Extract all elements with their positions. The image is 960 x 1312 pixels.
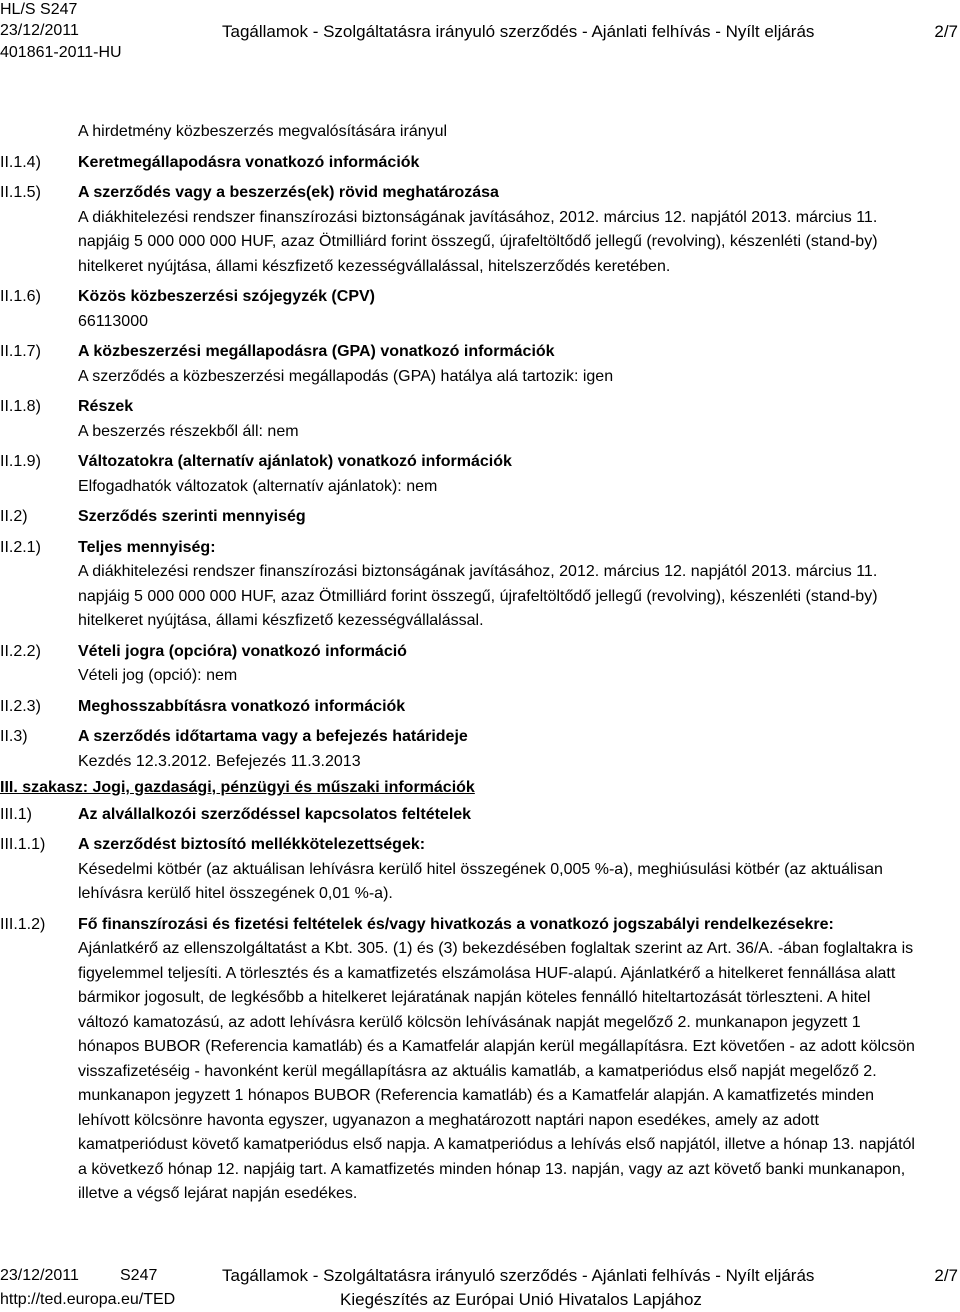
doc-ref: HL/S S247 [0, 1, 78, 18]
section-II-1-4 [0, 151, 960, 176]
section-title: Részek [78, 398, 134, 415]
section-label: II.1.5) [0, 184, 41, 201]
section-title: Meghosszabbításra vonatkozó információk [78, 697, 406, 715]
footer-issue: S247 [120, 1267, 158, 1284]
section-title: Változatokra (alternatív ajánlatok) vonatkozó információk [78, 453, 512, 470]
notice-id: 401861-2011-HU [0, 44, 122, 61]
section-label: II.2.3) [0, 697, 41, 715]
footer-url[interactable]: http://ted.europa.eu/TED [0, 1291, 176, 1308]
section-II-3 [0, 725, 960, 774]
part-heading: III. szakasz: Jogi, gazdasági, pénzügyi és műszaki információk [0, 779, 475, 796]
section-text: Elfogadhatók változatok (alternatív ajánlatok): nem [78, 477, 438, 495]
section-title: Keretmegállapodásra vonatkozó információk [78, 153, 420, 171]
footer-date: 23/12/2011 [0, 1267, 79, 1284]
section-II-1-5 [0, 181, 960, 279]
section-text: A beszerzés részekből áll: nem [78, 422, 299, 440]
section-label: II.3) [0, 728, 28, 745]
section-II-1-9 [0, 450, 960, 499]
header-page-number: 2/7 [934, 22, 958, 41]
section-title: A közbeszerzési megállapodásra (GPA) vonatkozó információk [78, 343, 555, 360]
section-text: Késedelmi kötbér (az aktuálisan lehívásra kerülő hitel összegének 0,005 %-a), meghiúsulási kötbér (az aktuálisan lehívásra kerülő hitel összegének 0,01 %-a). [78, 860, 883, 902]
section-label: III.1.1) [0, 836, 46, 853]
section-title: A szerződés vagy a beszerzés(ek) rövid meghatározása [78, 184, 499, 201]
section-II-1-7 [0, 340, 960, 389]
section-II-2 [0, 505, 960, 530]
section-intro [0, 120, 960, 145]
section-text: A diákhitelezési rendszer finanszírozási biztonságának javításához, 2012. március 12. napjától 2013. március 11. napjáig 5 000 000 000 HUF, azaz Ötmilliárd forint összegű, újrafeltöltődő jellegű (revolving), készenléti (stand-by) hitelkeret nyújtása, állami készfizető kezességvállalással, hitelszerződés keretében. [78, 208, 878, 275]
section-label: II.1.8) [0, 398, 41, 415]
section-title: Az alvállalkozói szerződéssel kapcsolatos feltételek [78, 805, 472, 823]
section-title: Fő finanszírozási és fizetési feltételek és/vagy hivatkozás a vonatkozó jogszabályi rendelkezésekre: [78, 915, 834, 933]
section-title: Teljes mennyiség: [78, 538, 216, 556]
section-label: II.1.4) [0, 153, 41, 171]
section-label: III.1) [0, 805, 33, 823]
section-text: A szerződés a közbeszerzési megállapodás (GPA) hatálya alá tartozik: igen [78, 367, 614, 385]
notice-body [0, 120, 960, 1207]
section-label: II.2.1) [0, 538, 41, 556]
section-label: II.2.2) [0, 642, 41, 660]
footer-publisher: Kiegészítés az Európai Unió Hivatalos Lapjához [340, 1290, 702, 1309]
cpv-code: 66113000 [78, 312, 148, 330]
section-title: Vételi jogra (opcióra) vonatkozó információ [78, 642, 407, 660]
section-label: II.1.6) [0, 288, 41, 305]
section-title: A szerződés időtartama vagy a befejezés határideje [78, 728, 468, 745]
section-text: Vételi jog (opció): nem [78, 667, 238, 684]
section-label: III.1.2) [0, 915, 46, 933]
header-title: Tagállamok - Szolgáltatásra irányuló szerződés - Ajánlati felhívás - Nyílt eljárás [222, 22, 815, 41]
section-III-1-2 [0, 913, 960, 1207]
section-title: Szerződés szerinti mennyiség [78, 508, 306, 525]
section-text: Kezdés 12.3.2012. Befejezés 11.3.2013 [78, 752, 361, 770]
section-label: II.2) [0, 508, 28, 525]
footer-page-number: 2/7 [934, 1266, 958, 1285]
header-date: 23/12/2011 [0, 22, 79, 39]
section-III-heading [0, 776, 960, 801]
section-text: Ajánlatkérő az ellenszolgáltatást a Kbt. 305. (1) és (3) bekezdésében foglaltak szerint az Art. 36/A. -ában foglaltakra is figyelemmel teljesíti. A törlesztés és a kamatfizetés elszámolása HUF-alapú. Ajánlatkérő a hitelkeret fennállása alatt bármikor jogosult, de legkésőbb a hitelkeret lejáratának napján köteles fennálló hiteltartozását törleszteni. A hitel változó kamatozású, az adott lehívásra kerülő kölcsön lehívásának napját megelőző 2. munkanapon jegyzett 1 hónapos BUBOR (Referencia kamatláb) és a Kamatfelár alapján kerül megállapításra. Ezt követően - az adott kölcsön visszafizetéséig - havonként kerül megállapításra az aktuális kamatláb, a kamatperiódus első napját megelőző 2. munkanapon jegyzett 1 hónapos BUBOR (Referencia kamatláb) és a Kamatfelár alapján. A kamatfizetés minden lehívott kölcsönre havonta egyszer, ugyanazon a meghatározott naptári napon esedékes, amely az adott kamatperiódust követő kamatperiódus első napja. A kamatperiódus a lehívás első napjától, illetve a hónap 13. napjától a következő hónap 12. napjáig tart. A kamatfizetés minden hónap 13. napján, vagy az azt követő banki munkanapon, illetve a végső lejárat napján esedékes. [78, 940, 915, 1202]
section-title: A szerződést biztosító mellékkötelezettségek: [78, 836, 426, 853]
section-II-2-1 [0, 536, 960, 634]
section-title: Közös közbeszerzési szójegyzék (CPV) [78, 288, 375, 305]
section-II-1-8 [0, 395, 960, 444]
section-II-2-2 [0, 640, 960, 689]
section-text: A hirdetmény közbeszerzés megvalósítására irányul [78, 123, 448, 140]
section-label: II.1.7) [0, 343, 41, 360]
section-III-1 [0, 803, 960, 828]
section-III-1-1 [0, 833, 960, 907]
section-II-1-6 [0, 285, 960, 334]
section-text: A diákhitelezési rendszer finanszírozási biztonságának javításához, 2012. március 12. napjától 2013. március 11. napjáig 5 000 000 000 HUF, azaz Ötmilliárd forint összegű, újrafeltöltődő jellegű (revolving), készenléti (stand-by) hitelkeret nyújtása, állami készfizető kezességvállalással. [78, 563, 878, 629]
section-label: II.1.9) [0, 453, 41, 470]
section-II-2-3 [0, 695, 960, 720]
footer-title: Tagállamok - Szolgáltatásra irányuló szerződés - Ajánlati felhívás - Nyílt eljárás [222, 1266, 815, 1285]
